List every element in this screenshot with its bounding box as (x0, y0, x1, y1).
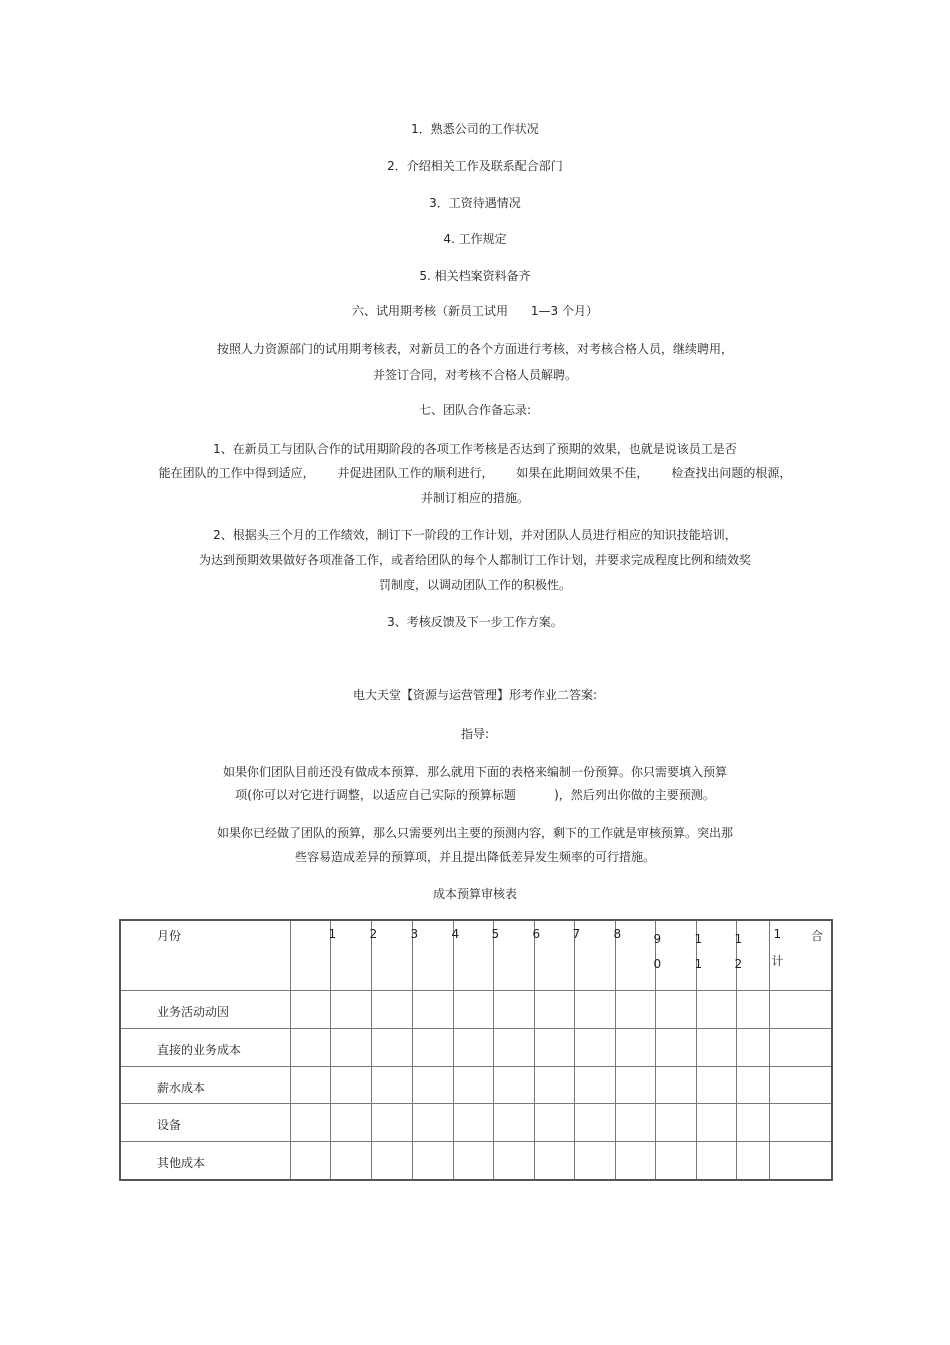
paragraph-line: 1、在新员工与团队合作的试用期阶段的各项工作考核是否达到了预期的效果，也就是说该员工是否 (213, 442, 737, 456)
paragraph-line: 能在团队的工作中得到适应， 并促进团队工作的顺利进行， 如果在此期间效果不佳， 检查找出问题的根源， (158, 466, 792, 480)
table-cell (655, 1142, 696, 1180)
section-heading: 七、团队合作备忘录: (418, 403, 532, 417)
section-heading: 六、试用期考核（新员工试用 1—3 个月） (352, 304, 598, 318)
table-cell (330, 1104, 371, 1142)
table-cell (655, 991, 696, 1029)
paragraph-line: 项(你可以对它进行调整，以适应自己实际的预算标题 )，然后列出你做的主要预测。 (235, 788, 715, 802)
table-cell (736, 1028, 769, 1066)
table-cell (453, 1028, 493, 1066)
list-item: 2．介绍相关工作及联系配合部门 (387, 159, 563, 173)
table-cell (574, 1142, 615, 1180)
row-label: 其他成本 (120, 1142, 290, 1180)
list-item: 4. 工作规定 (443, 232, 507, 246)
table-cell (412, 991, 453, 1029)
list-item: 5. 相关档案资料备齐 (419, 269, 531, 283)
paragraph-line: 如果你们团队目前还没有做成本预算．那么就用下面的表格来编制一份预算。你只需要填入预算 (222, 765, 727, 779)
table-cell (493, 1142, 534, 1180)
row-label: 业务活动动因 (120, 991, 290, 1029)
table-cell (615, 1028, 655, 1066)
table-cell (769, 991, 832, 1029)
table-cell (412, 1104, 453, 1142)
table-cell (615, 1142, 655, 1180)
row-label: 设备 (120, 1104, 290, 1142)
table-cell (534, 991, 574, 1029)
table-cell (493, 1066, 534, 1104)
table-cell (615, 1104, 655, 1142)
month-header-cell: 12 (736, 920, 769, 991)
table-cell (330, 991, 371, 1029)
month-header-cell: 5 (493, 920, 534, 991)
table-cell (453, 1104, 493, 1142)
table-cell (736, 1142, 769, 1180)
month-header-cell: 7 (574, 920, 615, 991)
month-header-cell: 4 (453, 920, 493, 991)
table-cell (371, 1028, 412, 1066)
table-cell (371, 991, 412, 1029)
table-cell (615, 1066, 655, 1104)
list-item: 3．工资待遇情况 (429, 196, 521, 210)
table-cell (371, 1104, 412, 1142)
paragraph-line: 为达到预期效果做好各项准备工作，或者给团队的每个人都制订工作计划，并要求完成程度比例和绩效奖 (198, 553, 751, 567)
month-header-cell: 3 (412, 920, 453, 991)
table-row (120, 1104, 832, 1142)
table-cell (574, 1104, 615, 1142)
table-cell (574, 991, 615, 1029)
paragraph-line: 3、考核反馈及下一步工作方案。 (387, 615, 563, 629)
table-cell (615, 991, 655, 1029)
month-header-cell: 1 (330, 920, 371, 991)
month-header-cell: 90 (655, 920, 696, 991)
month-header-cell: 2 (371, 920, 412, 991)
table-cell (412, 1066, 453, 1104)
table-cell (534, 1104, 574, 1142)
list-item: 1．熟悉公司的工作状况 (411, 122, 539, 136)
row-label: 薪水成本 (120, 1066, 290, 1104)
table-cell (769, 1028, 832, 1066)
table-cell (290, 1104, 330, 1142)
table-cell (696, 1028, 736, 1066)
table-cell (696, 1142, 736, 1180)
table-row (120, 1028, 832, 1066)
table-cell (453, 1142, 493, 1180)
table-cell (736, 1104, 769, 1142)
table-row (120, 1142, 832, 1180)
table-cell (371, 1066, 412, 1104)
table-cell (534, 1142, 574, 1180)
table-header-row (120, 920, 832, 991)
answer-title: 电大天堂【资源与运营管理】形考作业二答案: (352, 688, 598, 702)
month-header-label: 月份 (120, 920, 290, 991)
table-cell (696, 1104, 736, 1142)
table-title: 成本预算审核表 (432, 887, 517, 901)
table-cell (655, 1028, 696, 1066)
month-header-cell: 11 (696, 920, 736, 991)
table-cell (696, 1066, 736, 1104)
table-cell (769, 1066, 832, 1104)
table-cell (290, 1142, 330, 1180)
paragraph-line: 罚制度，以调动团队工作的积极性。 (378, 578, 571, 592)
table-cell (290, 1066, 330, 1104)
total-header-cell: 1 合 计 (769, 920, 832, 991)
budget-review-table (119, 919, 833, 1181)
table-cell (290, 991, 330, 1029)
table-cell (453, 991, 493, 1029)
table-cell (534, 1028, 574, 1066)
table-cell (290, 1028, 330, 1066)
table-cell (736, 991, 769, 1029)
guide-label: 指导: (460, 727, 490, 741)
paragraph-line: 并制订相应的措施。 (420, 491, 529, 505)
table-cell (696, 991, 736, 1029)
table-cell (574, 1066, 615, 1104)
table-cell (330, 1066, 371, 1104)
table-cell (493, 1104, 534, 1142)
table-cell (534, 1066, 574, 1104)
paragraph-line: 如果你已经做了团队的预算，那么只需要列出主要的预测内容，剩下的工作就是审核预算。突出那 (216, 826, 733, 840)
table-cell (769, 1104, 832, 1142)
table-cell (412, 1028, 453, 1066)
table-cell (412, 1142, 453, 1180)
table-cell (655, 1066, 696, 1104)
table-cell (330, 1142, 371, 1180)
table-row (120, 1066, 832, 1104)
table-cell (371, 1142, 412, 1180)
month-header-cell: 6 (534, 920, 574, 991)
table-cell (290, 920, 330, 991)
table-row (120, 991, 832, 1029)
table-cell (769, 1142, 832, 1180)
table-cell (493, 1028, 534, 1066)
table-cell (655, 1104, 696, 1142)
month-header-cell: 8 (615, 920, 655, 991)
paragraph-line: 并签订合同，对考核不合格人员解聘。 (372, 368, 577, 382)
table-cell (574, 1028, 615, 1066)
row-label: 直接的业务成本 (120, 1028, 290, 1066)
table-cell (453, 1066, 493, 1104)
paragraph-line: 2、根据头三个月的工作绩效，制订下一阶段的工作计划，并对团队人员进行相应的知识技能培训， (213, 528, 737, 542)
table-cell (736, 1066, 769, 1104)
paragraph-line: 按照人力资源部门的试用期考核表，对新员工的各个方面进行考核，对考核合格人员，继续聘用， (216, 342, 733, 356)
paragraph-line: 些容易造成差异的预算项，并且提出降低差异发生频率的可行措施。 (294, 850, 655, 864)
table-cell (330, 1028, 371, 1066)
table-cell (493, 991, 534, 1029)
